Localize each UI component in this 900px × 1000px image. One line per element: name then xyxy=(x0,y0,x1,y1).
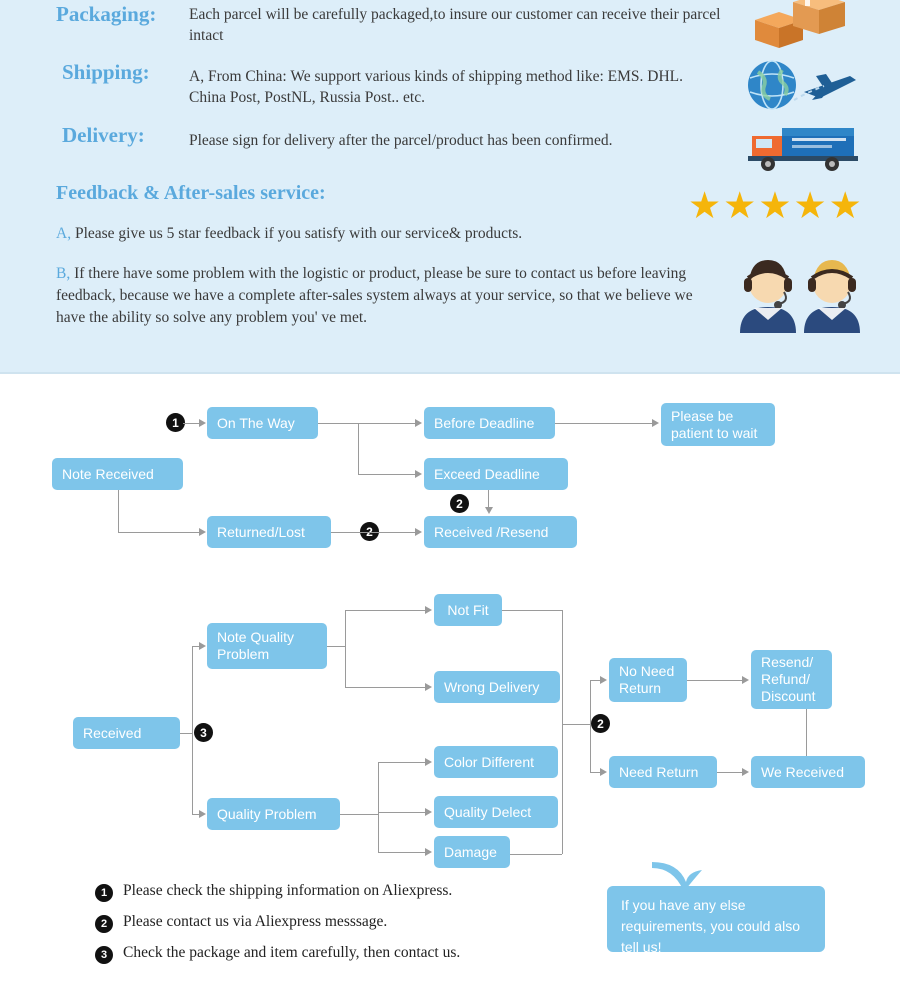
flow-arrow xyxy=(425,683,432,691)
flow-badge-two-exceed: 2 xyxy=(450,494,469,513)
flow-arrow xyxy=(199,642,206,650)
footnote-badge: 1 xyxy=(95,884,113,902)
flow-arrow xyxy=(415,528,422,536)
globe-airplane-icon xyxy=(742,58,862,116)
flow-arrow xyxy=(742,676,749,684)
flow-node-received[interactable]: Received xyxy=(73,717,180,749)
flow-line xyxy=(510,854,562,855)
packaging-text: Each parcel will be carefully packaged,to insure our customer can receive their parcel intact xyxy=(189,6,721,44)
flow-node-resend-refund-discount[interactable]: Resend/ Refund/ Discount xyxy=(751,650,832,709)
flow-line xyxy=(340,814,378,815)
flow-line xyxy=(345,610,346,687)
flow-line xyxy=(358,423,359,474)
flow-arrow xyxy=(425,606,432,614)
packaging-label: Packaging: xyxy=(56,2,157,26)
flow-line xyxy=(590,772,600,773)
shipping-text: A, From China: We support various kinds of shipping method like: EMS. DHL. China Post, PostNL, Russia Post.. etc. xyxy=(189,68,684,106)
flow-arrow xyxy=(199,810,206,818)
footnote-text: Please check the shipping information on Aliexpress. xyxy=(123,882,453,899)
flow-line xyxy=(562,610,563,854)
footnote-text: Check the package and item carefully, then contact us. xyxy=(123,944,461,961)
flow-node-exceed-deadline[interactable]: Exceed Deadline xyxy=(424,458,568,490)
flow-line xyxy=(378,762,379,852)
footnote-item xyxy=(95,944,615,975)
shipping-label: Shipping: xyxy=(62,60,150,84)
flow-arrow xyxy=(199,419,206,427)
flow-line xyxy=(590,680,591,772)
flow-node-quality-delect[interactable]: Quality Delect xyxy=(434,796,558,828)
footnote-list xyxy=(95,882,615,975)
shipping-info-panel xyxy=(0,0,900,372)
flow-arrow xyxy=(415,470,422,478)
flow-line xyxy=(180,733,192,734)
flow-arrow xyxy=(652,419,659,427)
flow-node-no-need-return[interactable]: No Need Return xyxy=(609,658,687,702)
flow-node-wrong-delivery[interactable]: Wrong Delivery xyxy=(434,671,560,703)
flow-line xyxy=(118,490,119,532)
flow-line xyxy=(378,762,425,763)
flow-line xyxy=(378,812,425,813)
feedback-section-title: Feedback & After-sales service: xyxy=(56,182,326,204)
flow-badge-three: 3 xyxy=(194,723,213,742)
feedback-item-b xyxy=(56,263,696,329)
footnote-badge: 3 xyxy=(95,946,113,964)
flow-node-quality-problem[interactable]: Quality Problem xyxy=(207,798,340,830)
flow-node-received-resend[interactable]: Received /Resend xyxy=(424,516,577,548)
flow-node-on-the-way[interactable]: On The Way xyxy=(207,407,318,439)
flow-node-we-received[interactable]: We Received xyxy=(751,756,865,788)
flow-line xyxy=(331,532,416,533)
flow-node-color-different[interactable]: Color Different xyxy=(434,746,558,778)
customer-support-agents-icon xyxy=(730,248,870,333)
flow-arrow xyxy=(742,768,749,776)
flow-node-returned-lost[interactable]: Returned/Lost xyxy=(207,516,331,548)
flow-line xyxy=(555,423,653,424)
feedback-a-lead: A, xyxy=(56,225,72,242)
flow-line xyxy=(327,646,345,647)
footnote-badge: 2 xyxy=(95,915,113,933)
aftersales-flowchart xyxy=(0,378,900,1000)
flow-node-please-be-patient[interactable]: Please be patient to wait xyxy=(661,403,775,446)
footnote-item xyxy=(95,882,615,913)
flow-line xyxy=(318,423,416,424)
flow-line xyxy=(488,490,489,508)
flow-badge-one: 1 xyxy=(166,413,185,432)
flow-arrow xyxy=(415,419,422,427)
flow-node-need-return[interactable]: Need Return xyxy=(609,756,717,788)
flow-node-note-received[interactable]: Note Received xyxy=(52,458,183,490)
flow-line xyxy=(717,772,742,773)
flow-line xyxy=(502,610,562,611)
flow-line xyxy=(192,646,193,814)
callout-bubble[interactable]: If you have any else requirements, you could also tell us! xyxy=(607,886,825,952)
feedback-b-text: If there have some problem with the logistic or product, please be sure to contact us before leaving feedback, because we have a complete after-sales system always at your service, so that we believe we have the ability so solve any problem you' ve met. xyxy=(56,265,693,326)
footnote-item xyxy=(95,913,615,944)
delivery-text: Please sign for delivery after the parcel/product has been confirmed. xyxy=(189,132,613,149)
flow-node-before-deadline[interactable]: Before Deadline xyxy=(424,407,555,439)
five-star-rating-icon: ★★★★★ xyxy=(688,186,864,227)
flow-line xyxy=(687,680,742,681)
flow-line xyxy=(345,610,425,611)
flow-badge-two-bottom: 2 xyxy=(591,714,610,733)
boxes-icon xyxy=(745,0,855,50)
flow-line xyxy=(590,680,600,681)
flow-line xyxy=(562,724,590,725)
flow-arrow xyxy=(199,528,206,536)
flow-arrow xyxy=(600,676,607,684)
feedback-item-a xyxy=(56,223,676,245)
flow-line xyxy=(378,852,425,853)
flow-node-note-quality-problem[interactable]: Note Quality Problem xyxy=(207,623,327,669)
flow-arrow xyxy=(485,507,493,514)
flow-line xyxy=(806,709,807,756)
flow-line xyxy=(345,687,425,688)
delivery-label: Delivery: xyxy=(62,123,145,147)
flow-arrow xyxy=(425,808,432,816)
feedback-b-lead: B, xyxy=(56,265,71,282)
flow-arrow xyxy=(600,768,607,776)
flow-arrow xyxy=(425,848,432,856)
footnote-text: Please contact us via Aliexpress messsage. xyxy=(123,913,388,930)
flow-line xyxy=(118,532,200,533)
feedback-a-text: Please give us 5 star feedback if you satisfy with our service& products. xyxy=(74,225,523,242)
delivery-truck-icon xyxy=(748,122,868,174)
flow-line xyxy=(183,423,200,424)
flow-node-damage[interactable]: Damage xyxy=(434,836,510,868)
flow-line xyxy=(358,474,416,475)
flow-node-not-fit[interactable]: Not Fit xyxy=(434,594,502,626)
flow-arrow xyxy=(425,758,432,766)
